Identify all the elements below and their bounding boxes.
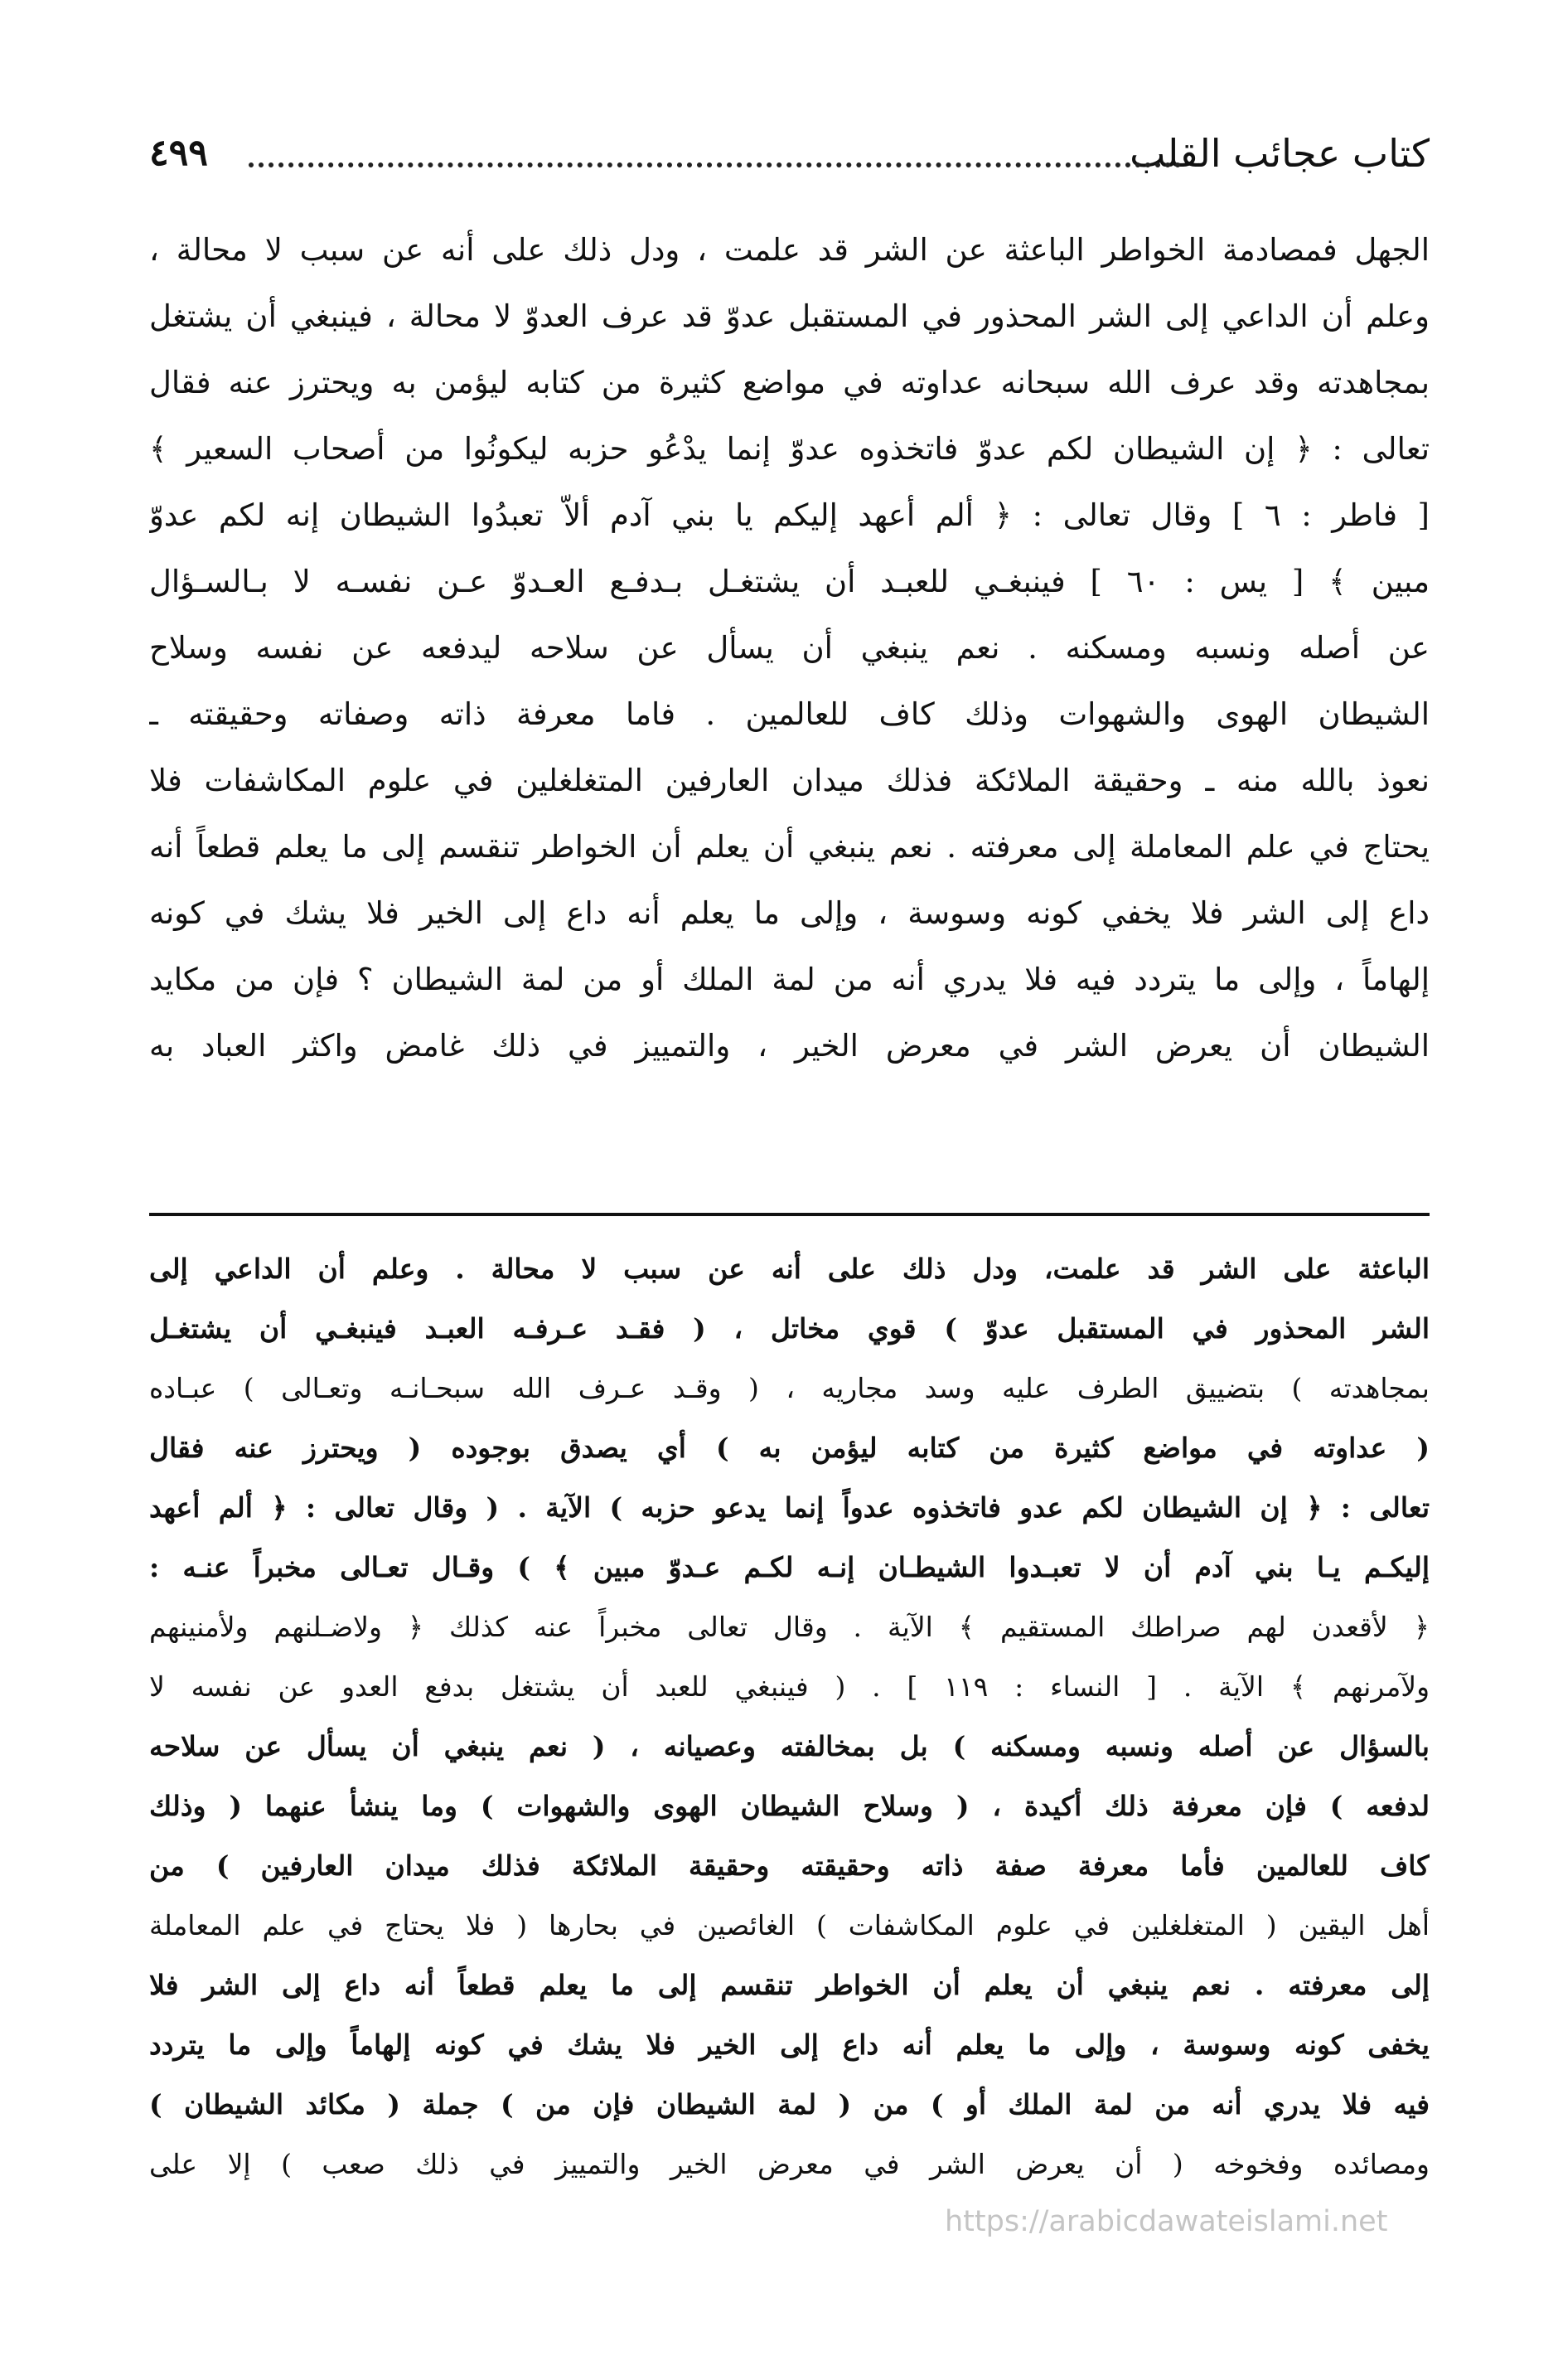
commentary-line: الشر المحذور في المستقبل عدوّ ) قوي مخاتل ، ( فقـد عـرفـه العبـد فينبغـي أن يشتغـل (149, 1312, 1430, 1345)
main-line: إلهاماً ، وإلى ما يتردد فيه فلا يدري أنه من لمة الملك أو من لمة الشيطان ؟ فإن من مكايد (149, 962, 1430, 997)
commentary-line: كاف للعالمين فأما معرفة صفة ذاته وحقيقته وحقيقة الملائكة فذلك ميدان العارفين ) من (149, 1849, 1430, 1882)
main-line: بمجاهدته وقد عرف الله سبحانه عداوته في مواضع كثيرة من كتابه ليؤمن به ويحترز عنه فقال (149, 365, 1430, 400)
main-line: مبين ﴾ [ يس : ٦٠ ] فينبغـي للعبـد أن يشتغـل بـدفـع العـدوّ عـن نفسـه لا بـالسـؤال (149, 564, 1430, 599)
commentary-line: إلى معرفته . نعم ينبغي أن يعلم أن الخواطر تنقسم إلى ما يعلم قطعاً أنه داع إلى الشر فلا (149, 1969, 1430, 2001)
commentary-line: بمجاهدته ) بتضييق الطرف عليه وسد مجاريه ، ( وقـد عـرف الله سبحـانـه وتعـالى ) عبـاده (149, 1372, 1430, 1404)
main-text (149, 217, 1430, 1079)
main-line: الشيطان الهوى والشهوات وذلك كاف للعالمين . فاما معرفة ذاته وصفاته وحقيقته ـ (149, 696, 1430, 732)
main-line: داع إلى الشر فلا يخفي كونه وسوسة ، وإلى ما يعلم أنه داع إلى الخير فلا يشك في كونه (149, 895, 1430, 931)
commentary-line: بالسؤال عن أصله ونسبه ومسكنه ) بل بمخالفته وعصيانه ، ( نعم ينبغي أن يسأل عن سلاحه (149, 1730, 1430, 1762)
section-divider (149, 1213, 1430, 1216)
commentary-line: ولآمرنهم ﴾ الآية . [ النساء : ١١٩ ] . ( فينبغي للعبد أن يشتغل بدفع العدو عن نفسه لا (149, 1670, 1430, 1703)
main-line: نعوذ بالله منه ـ وحقيقة الملائكة فذلك ميدان العارفين المتغلغلين في علوم المكاشفات فلا (149, 763, 1430, 798)
commentary-line: ﴿ لأقعدن لهم صراطك المستقيم ﴾ الآية . وقال تعالى مخبراً عنه كذلك ﴿ ولاضـلنهم ولأمنينهم (149, 1611, 1430, 1643)
main-line: [ فاطر : ٦ ] وقال تعالى : ﴿ ألم أعهد إليكم يا بني آدم ألاّ تعبدُوا الشيطان إنه لكم عدوّ (149, 497, 1430, 533)
commentary-line: فيه فلا يدري أنه من لمة الملك أو ) من ( لمة الشيطان فإن من ) جملة ( مكائد الشيطان ) (149, 2088, 1430, 2121)
main-line: يحتاج في علم المعاملة إلى معرفته . نعم ينبغي أن يعلم أن الخواطر تنقسم إلى ما يعلم قطعاً أنه (149, 829, 1430, 865)
leader-dots (249, 162, 1181, 167)
commentary-text (149, 1239, 1430, 2194)
main-line: وعلم أن الداعي إلى الشر المحذور في المستقبل عدوّ قد عرف العدوّ لا محالة ، فينبغي أن يشتغل (149, 298, 1430, 334)
commentary-line: ومصائده وفخوخه ( أن يعرض الشر في معرض الخير والتمييز في ذلك صعب ) إلا على (149, 2148, 1430, 2180)
commentary-line: تعالى : ﴿ إن الشيطان لكم عدو فاتخذوه عدواً إنما يدعو حزبه ) الآية . ( وقال تعالى : ﴿ ألم أعهد (149, 1491, 1430, 1524)
main-line: تعالى : ﴿ إن الشيطان لكم عدوّ فاتخذوه عدوّ إنما يدْعُو حزبه ليكونُوا من أصحاب السعير ﴾ (149, 431, 1430, 467)
commentary-line: إليكـم يـا بني آدم أن لا تعبـدوا الشيطـان إنـه لكـم عـدوّ مبين ﴾ ) وقـال تعـالى مخبراً عنـه : (149, 1551, 1430, 1583)
commentary-line: ( عداوته في مواضع كثيرة من كتابه ليؤمن به ) أي يصدق بوجوده ( ويحترز عنه فقال (149, 1432, 1430, 1464)
page-number: ٤٩٩ (149, 132, 208, 174)
watermark-url: https://arabicdawateislami.net (945, 2205, 1388, 2238)
running-title: كتاب عجائب القلب (1130, 131, 1430, 176)
commentary-line: أهل اليقين ( المتغلغلين في علوم المكاشفات ) الغائصين في بحارها ( فلا يحتاج في علم المعاملة (149, 1909, 1430, 1941)
commentary-line: الباعثة على الشر قد علمت، ودل ذلك على أنه عن سبب لا محالة . وعلم أن الداعي إلى (149, 1253, 1430, 1285)
commentary-line: لدفعه ) فإن معرفة ذلك أكيدة ، ( وسلاح الشيطان الهوى والشهوات ) وما ينشأ عنهما ( وذلك (149, 1790, 1430, 1822)
main-line: عن أصله ونسبه ومسكنه . نعم ينبغي أن يسأل عن سلاحه ليدفعه عن نفسه وسلاح (149, 630, 1430, 666)
main-line: الجهل فمصادمة الخواطر الباعثة عن الشر قد علمت ، ودل ذلك على أنه عن سبب لا محالة ، (149, 232, 1430, 268)
commentary-line: يخفى كونه وسوسة ، وإلى ما يعلم أنه داع إلى الخير فلا يشك في كونه إلهاماً وإلى ما يتردد (149, 2029, 1430, 2061)
page-header (149, 124, 1430, 182)
main-line: الشيطان أن يعرض الشر في معرض الخير ، والتمييز في ذلك غامض واكثر العباد به (149, 1028, 1430, 1064)
